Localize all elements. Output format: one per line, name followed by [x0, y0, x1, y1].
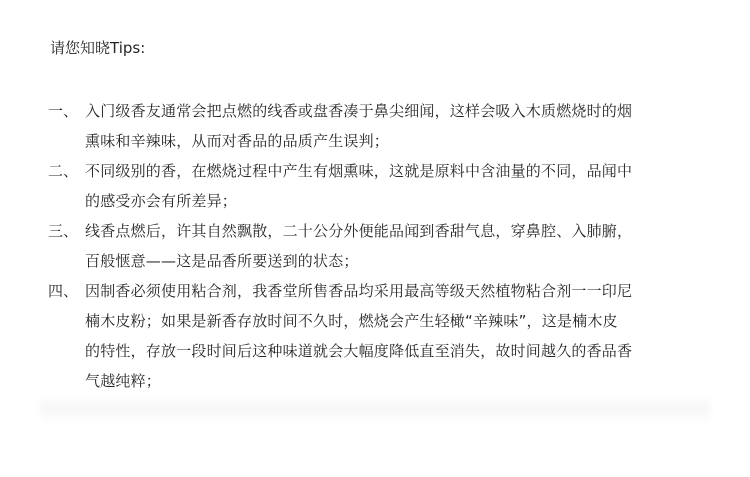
tip-number: 二、 — [48, 162, 79, 180]
tip-item-1 — [48, 96, 718, 156]
faded-background-band — [40, 395, 710, 423]
tip-item-2 — [48, 156, 718, 216]
tips-list — [48, 96, 718, 396]
tip-text-line: 因制香必须使用粘合剂，我香堂所售香品均采用最高等级天然植物粘合剂一一印尼 — [85, 282, 633, 300]
tip-text-line: 楠木皮粉；如果是新香存放时间不久时，燃烧会产生轻橄“辛辣味”，这是楠木皮 — [85, 312, 618, 330]
tip-text-line: 入门级香友通常会把点燃的线香或盘香凑于鼻尖细闻，这样会吸入木质燃烧时的烟 — [85, 102, 633, 120]
tip-text-line: 线香点燃后，许其自然飘散，二十公分外便能品闻到香甜气息，穿鼻腔、入肺腑， — [85, 222, 633, 240]
tip-number: 四、 — [48, 282, 79, 300]
tips-heading: 请您知晓Tips: — [50, 39, 146, 57]
tip-text-line: 的感受亦会有所差异； — [85, 192, 238, 210]
tip-text-line: 百般惬意——这是品香所要送到的状态； — [85, 252, 359, 270]
tip-item-3 — [48, 216, 718, 276]
tip-number: 一、 — [48, 102, 79, 120]
tip-text-line: 的特性，存放一段时间后这种味道就会大幅度降低直至消失，故时间越久的香品香 — [85, 342, 633, 360]
tip-number: 三、 — [48, 222, 79, 240]
tip-text-line: 不同级别的香，在燃烧过程中产生有烟熏味，这就是原料中含油量的不同，品闻中 — [85, 162, 633, 180]
tip-text-line: 气越纯粹； — [85, 372, 162, 390]
tip-text-line: 熏味和辛辣味，从而对香品的品质产生误判； — [85, 132, 390, 150]
tip-item-4 — [48, 276, 718, 396]
